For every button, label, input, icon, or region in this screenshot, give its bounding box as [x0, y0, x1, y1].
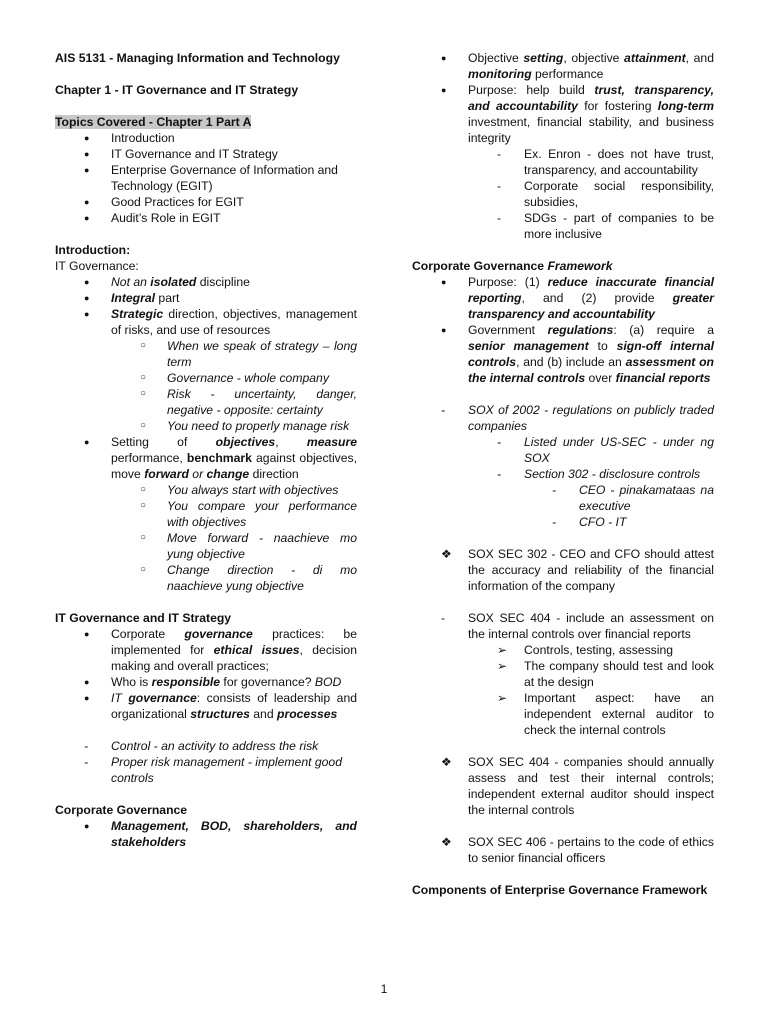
arrow-bullet-icon: ➢ — [497, 691, 508, 705]
list-item: - Corporate social responsibility, subsidies, — [497, 179, 714, 209]
bullet-icon: ● — [84, 197, 90, 207]
bullet-icon: ● — [84, 133, 90, 143]
bullet-icon: ● — [84, 629, 90, 639]
list-item: ➢ Important aspect: have an independent external auditor to check the internal controls — [497, 691, 714, 737]
list-item: ● Enterprise Governance of Information and Technology (EGIT) — [84, 163, 338, 193]
left-column — [55, 50, 357, 850]
dash-icon: - — [497, 467, 502, 481]
list-item: - Ex. Enron - does not have trust, transparency, and accountability — [497, 147, 714, 177]
bullet-icon: ● — [84, 437, 90, 447]
list-item: ● Setting of objectives, measure performance, benchmark against objectives, move forward or change direction — [84, 435, 357, 481]
list-item: ○ Move forward - naachieve mo yung objective — [140, 531, 357, 561]
list-item: - Control - an activity to address the risk — [84, 739, 319, 753]
list-item: ● Government regulations: (a) require a senior management to sign-off internal controls, and (b) include an assessment on the internal controls over financial reports — [441, 323, 714, 385]
bullet-icon: ● — [441, 85, 447, 95]
list-item: ○ Risk - uncertainty, danger, negative - opposite: certainty — [140, 387, 357, 417]
list-item: ● Integral part — [84, 291, 180, 305]
page-number: 1 — [380, 982, 388, 996]
list-item: ● IT governance: consists of leadership and organizational structures and processes — [84, 691, 357, 721]
list-item: - CFO - IT — [552, 515, 627, 529]
bullet-icon: ● — [84, 277, 90, 287]
right-column — [412, 50, 714, 898]
list-item: - CEO - pinakamataas na executive — [552, 483, 714, 513]
dash-icon: - — [497, 147, 502, 161]
circle-bullet-icon: ○ — [140, 372, 147, 383]
arrow-bullet-icon: ➢ — [497, 659, 508, 673]
bullet-icon: ● — [84, 693, 90, 703]
list-item: - Section 302 - disclosure controls — [497, 467, 701, 481]
diamond-bullet-icon: ❖ — [441, 835, 452, 849]
dash-icon: - — [497, 435, 502, 449]
bullet-icon: ● — [84, 293, 90, 303]
list-item: ○ You compare your performance with objectives — [140, 499, 357, 529]
bullet-icon: ● — [84, 213, 90, 223]
dash-icon: - — [441, 611, 446, 625]
list-item: ● Who is responsible for governance? BOD — [84, 675, 342, 689]
bullet-icon: ● — [84, 677, 90, 687]
components-heading: Components of Enterprise Governance Framework — [412, 883, 708, 897]
bullet-icon: ● — [84, 821, 90, 831]
dash-icon: - — [84, 755, 89, 769]
circle-bullet-icon: ○ — [140, 420, 147, 431]
circle-bullet-icon: ○ — [140, 484, 147, 495]
circle-bullet-icon: ○ — [140, 532, 147, 543]
circle-bullet-icon: ○ — [140, 500, 147, 511]
list-item: ● Objective setting, objective attainment, and monitoring performance — [441, 51, 714, 81]
dash-icon: - — [552, 515, 557, 529]
list-item: - Listed under US-SEC - under ng SOX — [497, 435, 714, 465]
diamond-bullet-icon: ❖ — [441, 755, 452, 769]
bullet-icon: ● — [441, 277, 447, 287]
bullet-icon: ● — [84, 165, 90, 175]
list-item: - SDGs - part of companies to be more inclusive — [497, 211, 714, 241]
corporate-governance-heading: Corporate Governance — [55, 803, 188, 817]
bullet-icon: ● — [441, 53, 447, 63]
dash-icon: - — [441, 403, 446, 417]
dash-icon: - — [497, 179, 502, 193]
list-item: ● Not an isolated discipline — [84, 275, 250, 289]
list-item: ● Audit’s Role in EGIT — [84, 211, 221, 225]
dash-icon: - — [552, 483, 557, 497]
it-governance-label: IT Governance: — [55, 259, 139, 273]
list-item: ● Good Practices for EGIT — [84, 195, 244, 209]
list-item: ● Management, BOD, shareholders, and stakeholders — [84, 819, 357, 849]
list-item: ❖ SOX SEC 404 - companies should annually assess and test their internal controls; independent external auditor should inspect the internal controls — [441, 755, 714, 817]
circle-bullet-icon: ○ — [140, 564, 147, 575]
bullet-icon: ● — [84, 309, 90, 319]
diamond-bullet-icon: ❖ — [441, 547, 452, 561]
list-item: ○ When we speak of strategy – long term — [140, 339, 357, 369]
list-item: - SOX SEC 404 - include an assessment on the internal controls over financial reports — [441, 611, 714, 641]
bullet-icon: ● — [84, 149, 90, 159]
list-item: ● IT Governance and IT Strategy — [84, 147, 278, 161]
circle-bullet-icon: ○ — [140, 388, 147, 399]
list-item: ○ You need to properly manage risk — [140, 419, 350, 433]
topics-heading: Topics Covered - Chapter 1 Part A — [55, 115, 252, 129]
list-item: ➢ The company should test and look at the design — [497, 659, 714, 689]
list-item: ○ You always start with objectives — [140, 483, 339, 497]
list-item: ● Introduction — [84, 131, 175, 145]
list-item: ❖ SOX SEC 406 - pertains to the code of ethics to senior financial officers — [441, 835, 714, 865]
it-governance-strategy-heading: IT Governance and IT Strategy — [55, 611, 232, 625]
list-item: ➢ Controls, testing, assessing — [497, 643, 674, 657]
circle-bullet-icon: ○ — [140, 340, 147, 351]
topics-list — [55, 130, 357, 226]
list-item: ● Corporate governance practices: be implemented for ethical issues, decision making and overall practices; — [84, 627, 357, 673]
dash-icon: - — [497, 211, 502, 225]
list-item: ● Strategic direction, objectives, management of risks, and use of resources — [84, 307, 357, 337]
cg-framework-heading: Corporate Governance Framework — [412, 259, 613, 273]
list-item: - Proper risk management - implement good controls — [84, 755, 342, 785]
list-item: ● Purpose: help build trust, transparency, and accountability for fostering long-term investment, financial stability, and business integrity — [441, 83, 714, 145]
list-item: - SOX of 2002 - regulations on publicly traded companies — [441, 403, 714, 433]
chapter-title: Chapter 1 - IT Governance and IT Strategy — [55, 83, 299, 97]
bullet-icon: ● — [441, 325, 447, 335]
list-item: ❖ SOX SEC 302 - CEO and CFO should attest the accuracy and reliability of the financial information of the company — [441, 547, 714, 593]
list-item: ○ Governance - whole company — [140, 371, 329, 385]
document-title: AIS 5131 - Managing Information and Technology — [55, 51, 340, 65]
list-item: ● Purpose: (1) reduce inaccurate financial reporting, and (2) provide greater transparency and accountability — [441, 275, 714, 321]
arrow-bullet-icon: ➢ — [497, 643, 508, 657]
dash-icon: - — [84, 739, 89, 753]
list-item: ○ Change direction - di mo naachieve yung objective — [140, 563, 357, 593]
introduction-heading: Introduction: — [55, 243, 131, 257]
